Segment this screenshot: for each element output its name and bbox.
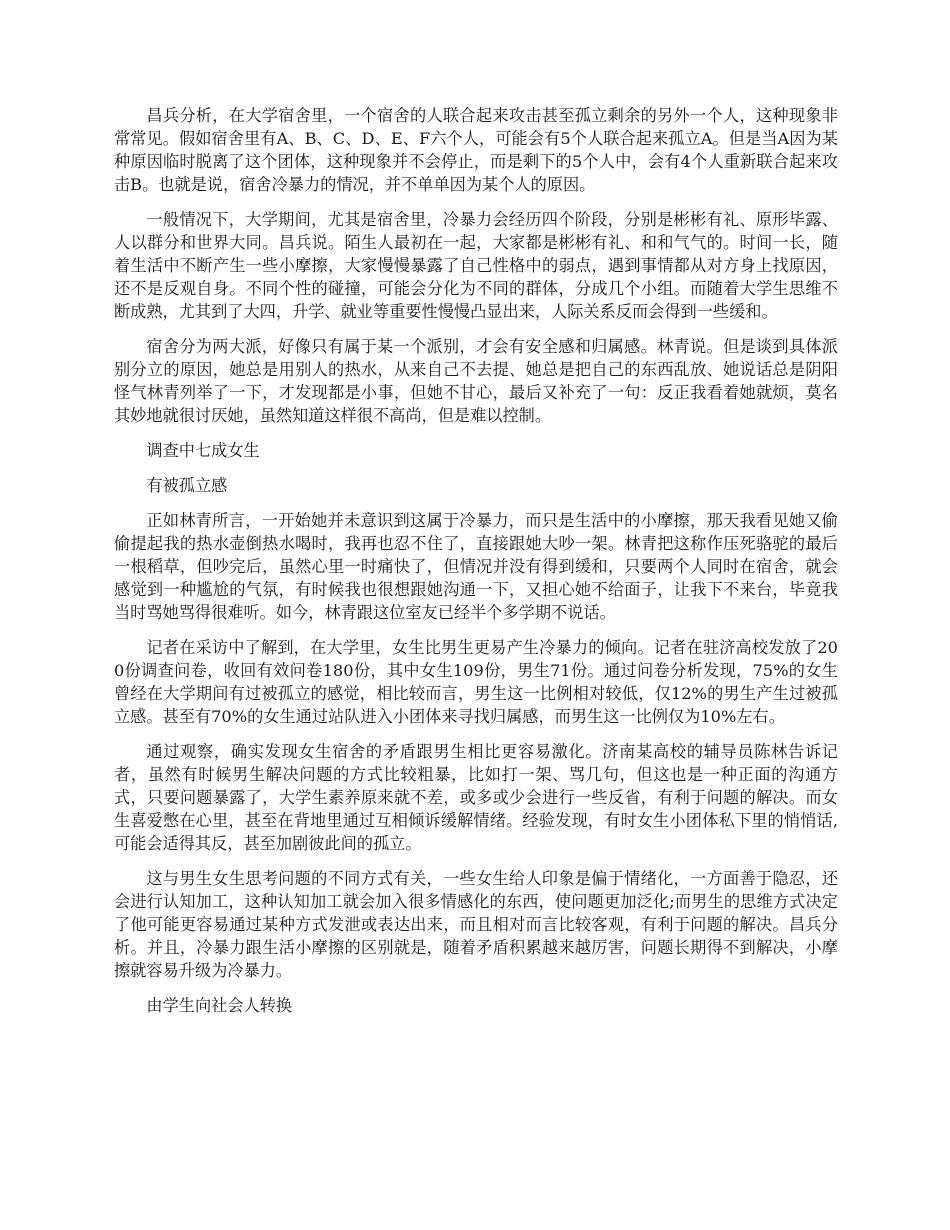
- paragraph-3: 宿舍分为两大派，好像只有属于某一个派别，才会有安全感和归属感。林青说。但是谈到具体派别分立的原因，她总是用别人的热水，从来自己不去提、她总是把自己的东西乱放、她说话总是阴阳怪气林青列举了一下，才发现都是小事，但她不甘心，最后又补充了一句：反正我看着她就烦，莫名其妙地就很讨厌她，虽然知道这样很不高尚，但是难以控制。: [114, 337, 838, 425]
- paragraph-4: 正如林青所言，一开始她并未意识到这属于冷暴力，而只是生活中的小摩擦，那天我看见她又偷偷提起我的热水壶倒热水喝时，我再也忍不住了，直接跟她大吵一架。林青把这称作压死骆驼的最后一根稻草，但吵完后，虽然心里一时痛快了，但情况并没有得到缓和，只要两个人同时在宿舍，就会感觉到一种尴尬的气氛，有时候我也很想跟她沟通一下，又担心她不给面子，让我下不来台，毕竟我当时骂她骂得很难听。如今，林青跟这位室友已经半个多学期不说话。: [114, 511, 838, 622]
- paragraph-2: 一般情况下，大学期间，尤其是宿舍里，冷暴力会经历四个阶段，分别是彬彬有礼、原形毕露、人以群分和世界大同。昌兵说。陌生人最初在一起，大家都是彬彬有礼、和和气气的。时间一长，随着生活中不断产生一些小摩擦，大家慢慢暴露了自己性格中的弱点，遇到事情都从对方身上找原因，还不是反观自身。不同个性的碰撞，可能会分化为不同的群体，分成几个小组。而随着大学生思维不断成熟，尤其到了大四，升学、就业等重要性慢慢凸显出来，人际关系反而会得到一些缓和。: [114, 210, 838, 321]
- document-page: [114, 104, 838, 1029]
- paragraph-5: 记者在采访中了解到，在大学里，女生比男生更易产生冷暴力的倾向。记者在驻济高校发放了200份调查问卷，收回有效问卷180份，其中女生109份，男生71份。通过问卷分析发现，75%的女生曾经在大学期间有过被孤立的感觉，相比较而言，男生这一比例相对较低，仅12%的男生产生过被孤立感。甚至有70%的女生通过站队进入小团体来寻找归属感，而男生这一比例仅为10%左右。: [114, 638, 838, 726]
- paragraph-1: 昌兵分析，在大学宿舍里，一个宿舍的人联合起来攻击甚至孤立剩余的另外一个人，这种现象非常常见。假如宿舍里有A、B、C、D、E、F六个人，可能会有5个人联合起来孤立A。但是当A因为某种原因临时脱离了这个团体，这种现象并不会停止，而是剩下的5个人中，会有4个人重新联合起来攻击B。也就是说，宿舍冷暴力的情况，并不单单因为某个人的原因。: [114, 106, 838, 194]
- section-heading-transition: 由学生向社会人转换: [146, 996, 293, 1015]
- paragraph-7: 这与男生女生思考问题的不同方式有关，一些女生给人印象是偏于情绪化，一方面善于隐忍，还会进行认知加工，这种认知加工就会加入很多情感化的东西，使问题更加泛化;而男生的思维方式决定了他可能更容易通过某种方式发泄或表达出来，而且相对而言比较客观，有利于问题的解决。昌兵分析。并且，冷暴力跟生活小摩擦的区别就是，随着矛盾积累越来越厉害，问题长期得不到解决，小摩擦就容易升级为冷暴力。: [114, 869, 838, 980]
- paragraph-6: 通过观察，确实发现女生宿舍的矛盾跟男生相比更容易激化。济南某高校的辅导员陈林告诉记者，虽然有时候男生解决问题的方式比较粗暴，比如打一架、骂几句，但这也是一种正面的沟通方式，只要问题暴露了，大学生素养原来就不差，或多或少会进行一些反省，有利于问题的解决。而女生喜爱憋在心里，甚至在背地里通过互相倾诉缓解情绪。经验发现，有时女生小团体私下里的悄悄话,可能会适得其反，甚至加剧彼此间的孤立。: [114, 742, 838, 853]
- section-subheading-isolation: 有被孤立感: [146, 476, 228, 495]
- section-heading-survey: 调查中七成女生: [146, 441, 260, 460]
